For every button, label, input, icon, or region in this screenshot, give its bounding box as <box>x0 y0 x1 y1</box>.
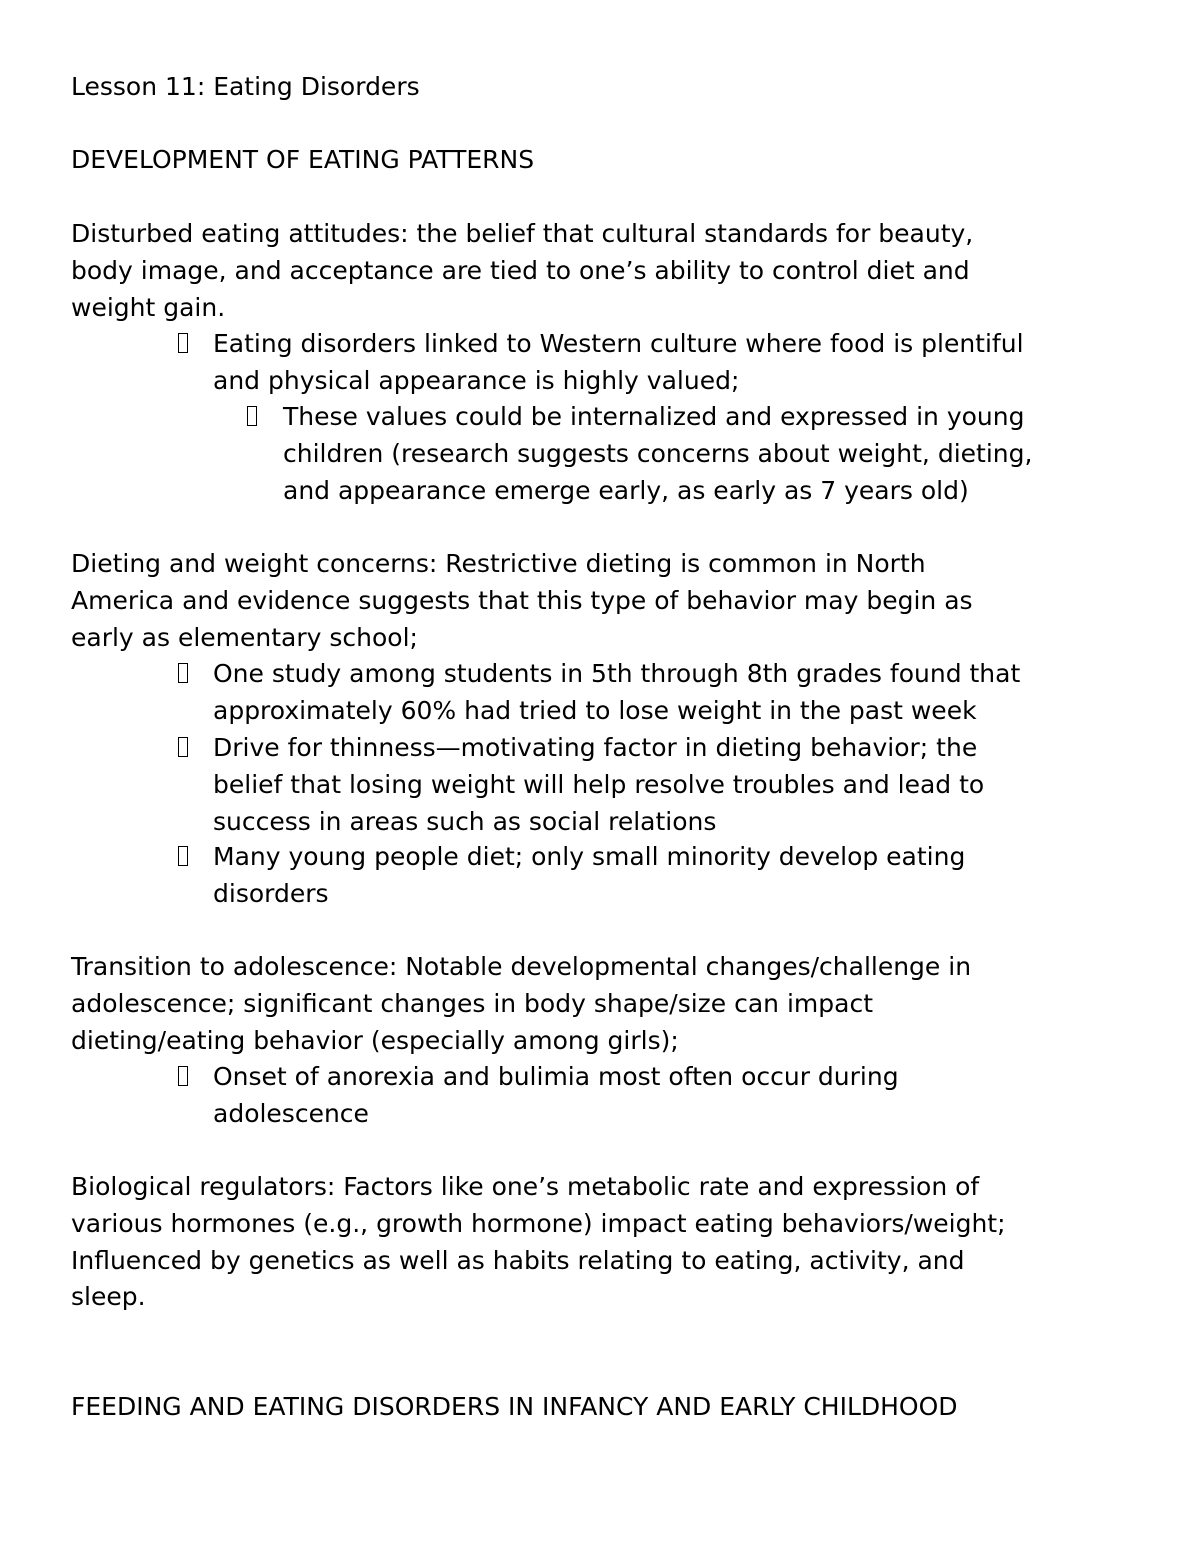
lesson-title-text: Lesson 11: Eating Disorders <box>71 72 420 101</box>
paragraph-line: Influenced by genetics as well as habits relating to eating, activity, and <box>71 1245 965 1275</box>
bullet-line: and physical appearance is highly valued; <box>213 365 740 395</box>
bullet-text <box>213 1059 899 1133</box>
paragraph-line: Biological regulators: Factors like one’s metabolic rate and expression of <box>71 1172 980 1201</box>
paragraph-line: Dieting and weight concerns: Restrictive dieting is common in North <box>71 549 926 578</box>
bullet-box-icon <box>178 333 188 353</box>
bullet-box-icon <box>178 737 188 757</box>
paragraph-line: early as elementary school; <box>71 622 418 652</box>
final-section-heading-text: FEEDING AND EATING DISORDERS IN INFANCY AND EARLY CHILDHOOD <box>71 1392 958 1421</box>
paragraph-line: America and evidence suggests that this type of behavior may begin as <box>71 585 973 615</box>
bullet-box-icon <box>178 846 188 866</box>
paragraph-line: Disturbed eating attitudes: the belief that cultural standards for beauty, <box>71 219 974 248</box>
bullet-line: Eating disorders linked to Western culture where food is plentiful <box>213 329 1024 358</box>
bullet-text <box>283 399 1032 509</box>
bullet-text <box>213 326 1024 400</box>
bullet-line: approximately 60% had tried to lose weight in the past week <box>213 695 977 725</box>
paragraph-transition-adolescence <box>71 949 971 1059</box>
bullet-box-icon <box>178 663 188 683</box>
bullet-text <box>213 656 1020 730</box>
bullet-text <box>213 839 965 913</box>
paragraph-disturbed-eating-attitudes <box>71 216 973 326</box>
paragraph-line: Transition to adolescence: Notable developmental changes/challenge in <box>71 952 972 981</box>
paragraph-line: body image, and acceptance are tied to one’s ability to control diet and <box>71 255 970 285</box>
bullet-box-icon <box>178 1066 188 1086</box>
final-section-heading <box>71 1389 958 1426</box>
bullet-line: disorders <box>213 878 329 908</box>
section-heading <box>71 142 534 179</box>
lesson-title <box>71 69 420 106</box>
bullet-line: adolescence <box>213 1098 369 1128</box>
section-heading-text: DEVELOPMENT OF EATING PATTERNS <box>71 145 535 174</box>
bullet-line: belief that losing weight will help resolve troubles and lead to <box>213 769 985 799</box>
bullet-line: One study among students in 5th through 8th grades found that <box>213 659 1021 688</box>
paragraph-line: sleep. <box>71 1282 146 1312</box>
paragraph-line: weight gain. <box>71 292 226 322</box>
bullet-line: Many young people diet; only small minority develop eating <box>213 842 966 871</box>
paragraph-dieting-weight-concerns <box>71 546 973 656</box>
bullet-line: Drive for thinness—motivating factor in dieting behavior; the <box>213 733 978 762</box>
bullet-line: and appearance emerge early, as early as 7 years old) <box>283 475 969 505</box>
bullet-line: These values could be internalized and expressed in young <box>283 402 1025 431</box>
bullet-line: Onset of anorexia and bulimia most often occur during <box>213 1062 899 1091</box>
paragraph-line: adolescence; significant changes in body shape/size can impact <box>71 988 874 1018</box>
bullet-line: success in areas such as social relations <box>213 806 717 836</box>
paragraph-biological-regulators <box>71 1169 1006 1316</box>
bullet-box-icon <box>247 406 257 426</box>
paragraph-line: various hormones (e.g., growth hormone) impact eating behaviors/weight; <box>71 1208 1006 1238</box>
bullet-text <box>213 730 984 840</box>
bullet-line: children (research suggests concerns about weight, dieting, <box>283 438 1033 468</box>
paragraph-line: dieting/eating behavior (especially among girls); <box>71 1025 679 1055</box>
